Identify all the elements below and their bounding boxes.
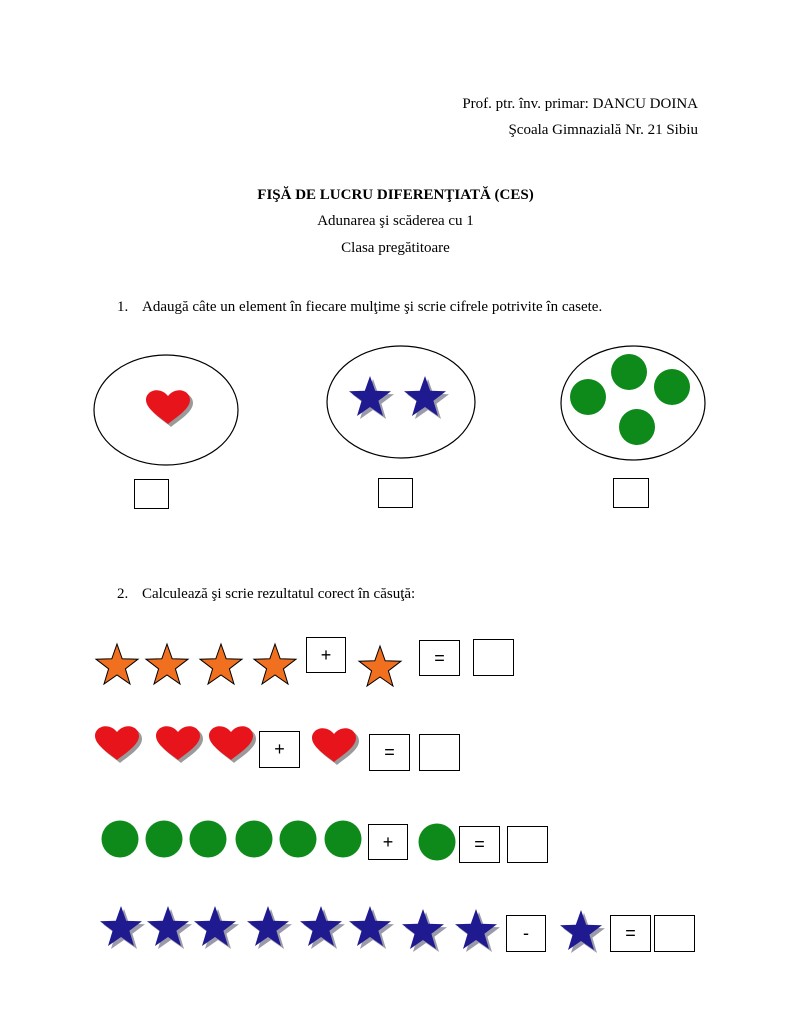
row-3-equals: =	[459, 826, 500, 863]
set-3	[561, 346, 705, 460]
star-icon	[254, 644, 296, 684]
row-2-answer-box[interactable]	[419, 734, 460, 771]
row-3-operator: +	[368, 824, 408, 860]
star-icon	[146, 644, 188, 684]
star-icon	[194, 906, 239, 949]
teacher-name: Prof. ptr. înv. primar: DANCU DOINA	[462, 96, 698, 112]
star-icon	[359, 646, 401, 686]
row-2-shapes	[95, 726, 359, 765]
circle-icon	[570, 379, 606, 415]
circle-icon	[190, 821, 227, 858]
worksheet-subtitle: Adunarea şi scăderea cu 1	[317, 213, 474, 229]
star-icon	[96, 644, 138, 684]
school-name: Şcoala Gimnazială Nr. 21 Sibiu	[508, 122, 698, 138]
star-icon	[147, 906, 192, 949]
row-1-answer-box[interactable]	[473, 639, 514, 676]
star-icon	[247, 906, 292, 949]
circle-icon	[611, 354, 647, 390]
circle-icon	[102, 821, 139, 858]
circle-icon	[236, 821, 273, 858]
circle-icon	[619, 409, 655, 445]
set-2	[327, 346, 475, 458]
grade-label: Clasa pregătitoare	[341, 240, 450, 256]
exercise2-instruction: Calculează şi scrie rezultatul corect în căsuţă:	[142, 586, 416, 602]
circle-icon	[325, 821, 362, 858]
star-icon	[300, 906, 345, 949]
heart-icon	[156, 726, 203, 763]
star-icon	[100, 906, 145, 949]
set-2-answer-box[interactable]	[378, 478, 413, 508]
star-icon	[349, 906, 394, 949]
star-icon	[200, 644, 242, 684]
circle-icon	[419, 824, 456, 861]
star-icon	[560, 910, 605, 953]
exercise1-instruction: Adaugă câte un element în fiecare mulţime şi scrie cifrele potrivite în casete.	[142, 299, 603, 315]
row-1-equals: =	[419, 640, 460, 676]
row-3-answer-box[interactable]	[507, 826, 548, 863]
row-1-shapes	[96, 644, 401, 686]
circle-icon	[280, 821, 317, 858]
set-1-answer-box[interactable]	[134, 479, 169, 509]
row-4-operator: -	[506, 915, 546, 952]
star-icon	[402, 909, 447, 952]
row-4-equals: =	[610, 915, 651, 952]
heart-icon	[95, 726, 142, 763]
worksheet-title: FIŞĂ DE LUCRU DIFERENŢIATĂ (CES)	[257, 187, 534, 203]
set-2-ellipse	[327, 346, 475, 458]
heart-icon	[312, 728, 359, 765]
set-1	[94, 355, 238, 465]
row-1-operator: +	[306, 637, 346, 673]
exercise2-number: 2.	[117, 586, 129, 602]
star-icon	[455, 909, 500, 952]
exercise1-number: 1.	[117, 299, 129, 315]
set-3-answer-box[interactable]	[613, 478, 649, 508]
row-2-equals: =	[369, 734, 410, 771]
circle-icon	[146, 821, 183, 858]
heart-icon	[209, 726, 256, 763]
row-2-operator: +	[259, 731, 300, 768]
row-4-answer-box[interactable]	[654, 915, 695, 952]
circle-icon	[654, 369, 690, 405]
